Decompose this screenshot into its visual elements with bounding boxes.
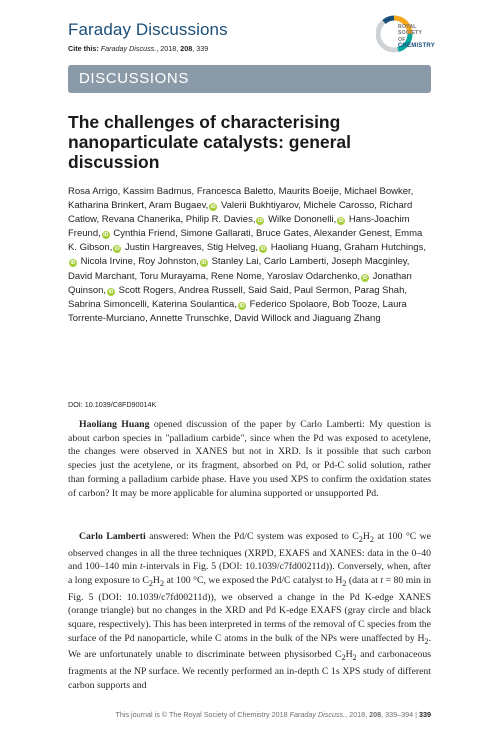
italic-var: t	[380, 575, 384, 587]
page-number: 339	[419, 710, 431, 719]
author-line: Haoliang Huang, Graham Hutchings,	[268, 242, 426, 254]
speaker-name: Haoliang Huang	[79, 419, 150, 430]
footer-journal: Faraday Discuss.	[289, 710, 346, 719]
author-line: Hans-Joachim Freund,	[68, 214, 410, 240]
paragraph-text: at 100 °C, we exposed the Pd/C catalyst to H	[164, 575, 343, 587]
orcid-icon[interactable]: iD	[201, 260, 207, 267]
cite-journal: Faraday Discuss.	[100, 44, 157, 53]
section-banner-label: DISCUSSIONS	[79, 70, 189, 87]
author-line: Annette Trunschke, David Willock and Jiaguang Zhang	[149, 312, 381, 324]
article-doi[interactable]: DOI: 10.1039/C8FD90014K	[68, 400, 157, 409]
subscript: 2	[341, 653, 346, 663]
author-list	[68, 185, 430, 326]
paragraph-text: (data at	[346, 575, 381, 587]
article-title: The challenges of characterising nanoparticulate catalysts: general discussion	[68, 112, 352, 172]
paragraph-text: H	[362, 531, 370, 542]
author-line: Nicola Irvine,	[78, 256, 136, 268]
paragraph-text: at 100 °C we observed changes in all the three techniques (XRPD, EXAFS and XANES: data in the 0–40 and 100–140 min	[68, 531, 431, 573]
author-line: Justin Hargreaves,	[122, 242, 205, 254]
cite-year: , 2018,	[156, 44, 181, 53]
author-line: Cynthia Friend, Simone Gallarati,	[110, 228, 254, 240]
paragraph-text: opened discussion of the paper by Carlo Lamberti: My question is about carbon species in "palladium carbide", since when the Pd was exposed to acetylene, the changes were observed in XANES but not in XRD. Is it possible that such carbon species just the acetylene, or its fragment, absorbed on Pd, or Pd-C solid solution, rather than forming a palladium carbide phase. Have you used XPS to confirm the oxidation states of carbon? It may be more applicable for alumina supported or unsupported Pd.	[68, 419, 431, 499]
author-line: Paul Sermon, Parag Shah, Sabrina Simoncelli, Katerina Soulantica,	[68, 284, 408, 310]
author-line: Roy Johnston,	[138, 256, 199, 268]
orcid-icon[interactable]: iD	[260, 246, 266, 253]
paragraph-text: = 80 min in Fig. 5 (DOI: 10.1039/c7fd00211d)), we observed a change in the Pd K-edge XANES (orange triangle) but no changes in the XRD and Pd K-edge EXAFS (gray circle and black square, respectively). This has been interpreted in terms of the removal of C species from the surface of the Pd nanoparticle, while C atoms in the bulk of the NPs were unaffected by H	[68, 575, 431, 644]
paragraph-text: H	[152, 575, 160, 587]
subscript: 2	[369, 534, 374, 544]
footer-separator: |	[413, 710, 419, 719]
italic-var: t	[140, 561, 143, 573]
author-line: Bruce Gates, Alexander Genest, Emma K. Gibson,	[68, 228, 423, 254]
orcid-icon[interactable]: iD	[108, 288, 114, 295]
orcid-icon[interactable]: iD	[362, 274, 368, 281]
journal-title: Faraday Discussions	[68, 20, 228, 39]
author-line: Federico Spolaore, Bob Tooze, Laura Torrente-Murciano,	[68, 298, 407, 324]
author-line: Scott Rogers, Andrea Russell, Said Said,	[116, 284, 292, 296]
paragraph-text: and carbonaceous fragments at the NP surface. We recently performed an in-depth C 1s XPS study of different carbon supports and	[68, 649, 431, 691]
rsc-logo	[376, 12, 435, 56]
footer-volume: 208	[369, 710, 382, 719]
author-line: Stig Helveg,	[206, 242, 259, 254]
paragraph-text: answered: When the Pd/C system was exposed to C	[145, 531, 359, 542]
orcid-icon[interactable]: iD	[257, 218, 263, 225]
author-line: Michael Bowker, Katharina Brinkert, Aram Bugaev,	[68, 186, 414, 212]
subscript: 2	[148, 578, 153, 588]
subscript: 2	[342, 578, 347, 588]
cite-volume: 208	[180, 44, 193, 53]
footer-pages: , 339–394	[381, 710, 414, 719]
author-line: David Marchant, Toru Murayama, Rene Nome, Yaroslav Odarchenko,	[68, 270, 360, 282]
subscript: 2	[358, 534, 363, 544]
logo-line-1: ROYAL SOCIETY	[398, 24, 423, 37]
discussion-paragraph	[68, 530, 431, 692]
section-banner	[68, 65, 431, 93]
author-line: Revana Chanerika, Philip R. Davies,	[101, 214, 256, 226]
author-line: Rosa Arrigo, Kassim Badmus, Francesca Baletto, Maurits Boeije,	[68, 186, 342, 197]
paragraph-text: . We are unfortunately unable to discriminate between physisorbed C	[68, 632, 431, 661]
subscript: 2	[352, 653, 357, 663]
footer-text: This journal is © The Royal Society of Chemistry 2018	[115, 710, 290, 719]
discussion-paragraph	[68, 418, 431, 500]
logo-line-2: OF	[398, 36, 406, 43]
orcid-icon[interactable]: iD	[70, 260, 76, 267]
orcid-icon[interactable]: iD	[103, 232, 109, 239]
subscript: 2	[424, 636, 429, 646]
speaker-name: Carlo Lamberti	[79, 531, 146, 542]
cite-pages: , 339	[192, 44, 209, 53]
logo-line-3: CHEMISTRY	[398, 42, 435, 49]
citation-line	[68, 44, 208, 53]
orcid-icon[interactable]: iD	[239, 302, 245, 309]
orcid-icon[interactable]: iD	[338, 218, 344, 225]
paragraph-text: H	[345, 649, 353, 661]
author-line: Valerii Bukhtiyarov, Michele Carosso, Richard Catlow,	[68, 200, 413, 226]
page-footer	[68, 710, 431, 719]
cite-label: Cite this:	[68, 44, 99, 53]
orcid-icon[interactable]: iD	[210, 204, 216, 211]
author-line: Wilke Dononelli,	[265, 214, 337, 226]
footer-year: , 2018,	[345, 710, 370, 719]
subscript: 2	[159, 578, 165, 588]
rsc-logo-text	[398, 24, 435, 49]
author-line: Jonathan Quinson,	[68, 270, 412, 296]
paragraph-text: -intervals in Fig. 5 (DOI: 10.1039/c7fd00211d)). Conversely, when, after a long exposure to C	[68, 561, 431, 587]
orcid-icon[interactable]: iD	[114, 246, 120, 253]
author-line: Stanley Lai, Carlo Lamberti, Joseph Macginley,	[208, 256, 410, 268]
